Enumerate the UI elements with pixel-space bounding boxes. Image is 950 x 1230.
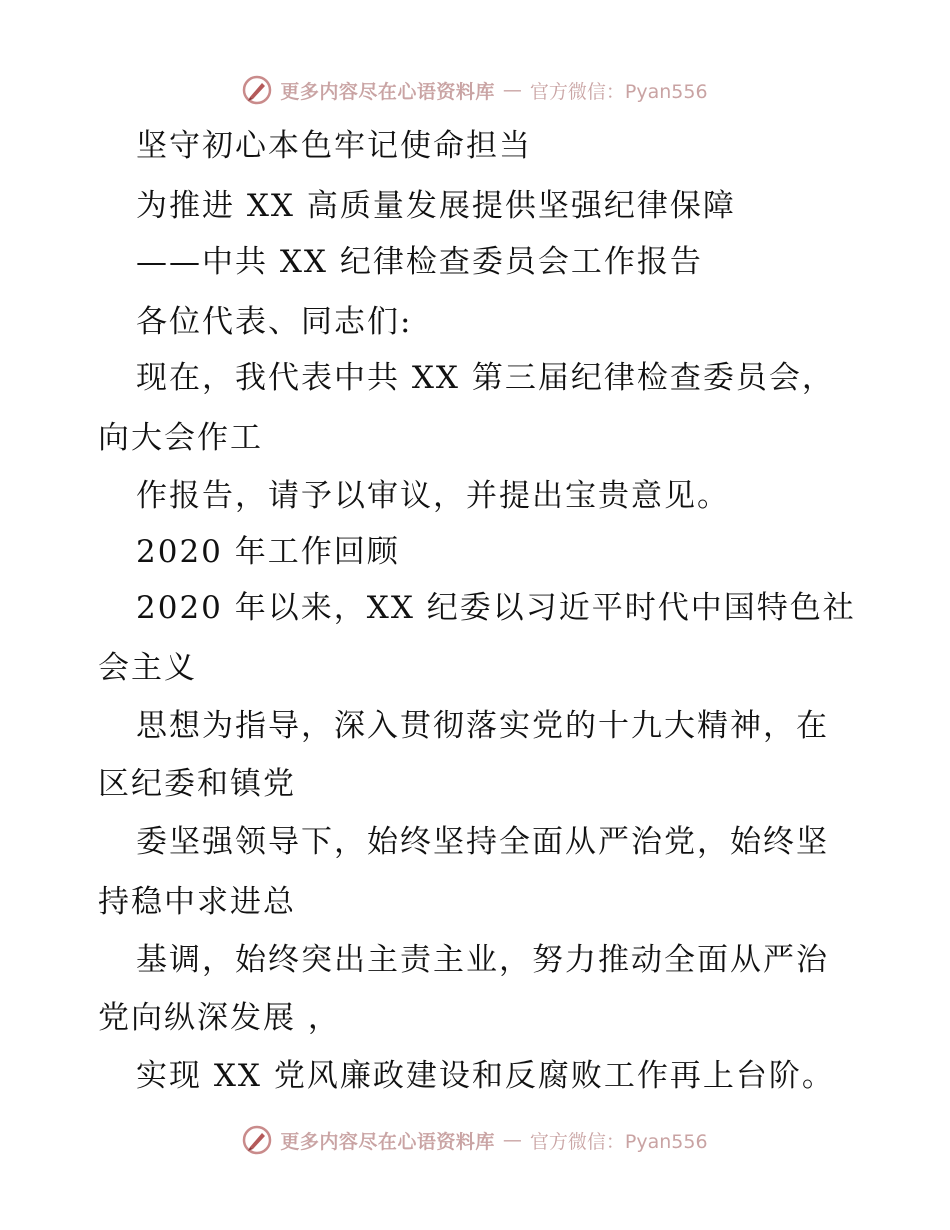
doc-section-heading: 2020 年工作回顾 — [136, 534, 400, 570]
doc-subtitle: 为推进 XX 高质量发展提供坚强纪律保障 — [136, 188, 736, 224]
doc-report-name: ——中共 XX 纪律检查委员会工作报告 — [136, 244, 703, 280]
quill-logo-icon — [242, 75, 272, 105]
doc-salutation: 各位代表、同志们: — [136, 304, 413, 340]
doc-paragraph-line: 2020 年以来，XX 纪委以习近平时代中国特色社 — [136, 590, 856, 626]
watermark-brand: 更多内容尽在心语资料库 — [280, 1130, 495, 1153]
doc-paragraph-line: 党向纵深发展 ， — [98, 1000, 341, 1036]
doc-paragraph-line: 思想为指导，深入贯彻落实党的十九大精神，在 — [136, 708, 829, 744]
header-watermark — [0, 72, 950, 108]
doc-title: 坚守初心本色牢记使命担当 — [136, 128, 532, 164]
doc-paragraph-line: 实现 XX 党风廉政建设和反腐败工作再上台阶。 — [136, 1058, 835, 1094]
watermark-brand: 更多内容尽在心语资料库 — [280, 80, 495, 103]
doc-paragraph-line: 基调，始终突出主责主业，努力推动全面从严治 — [136, 942, 829, 978]
watermark-separator: — — [502, 79, 522, 101]
quill-logo-icon — [242, 1125, 272, 1155]
doc-paragraph-line: 持稳中求进总 — [98, 884, 296, 920]
watermark-contact: 官方微信：Pyan556 — [529, 1130, 708, 1153]
watermark-separator: — — [502, 1129, 522, 1151]
doc-paragraph-line: 现在，我代表中共 XX 第三届纪律检查委员会， — [136, 360, 835, 396]
doc-paragraph-line: 作报告，请予以审议，并提出宝贵意见。 — [136, 478, 730, 514]
doc-paragraph-line: 向大会作工 — [98, 420, 263, 456]
watermark-contact: 官方微信：Pyan556 — [529, 80, 708, 103]
doc-paragraph-line: 会主义 — [98, 650, 197, 686]
footer-watermark — [0, 1122, 950, 1158]
doc-paragraph-line: 委坚强领导下，始终坚持全面从严治党，始终坚 — [136, 824, 829, 860]
doc-paragraph-line: 区纪委和镇党 — [98, 766, 296, 802]
